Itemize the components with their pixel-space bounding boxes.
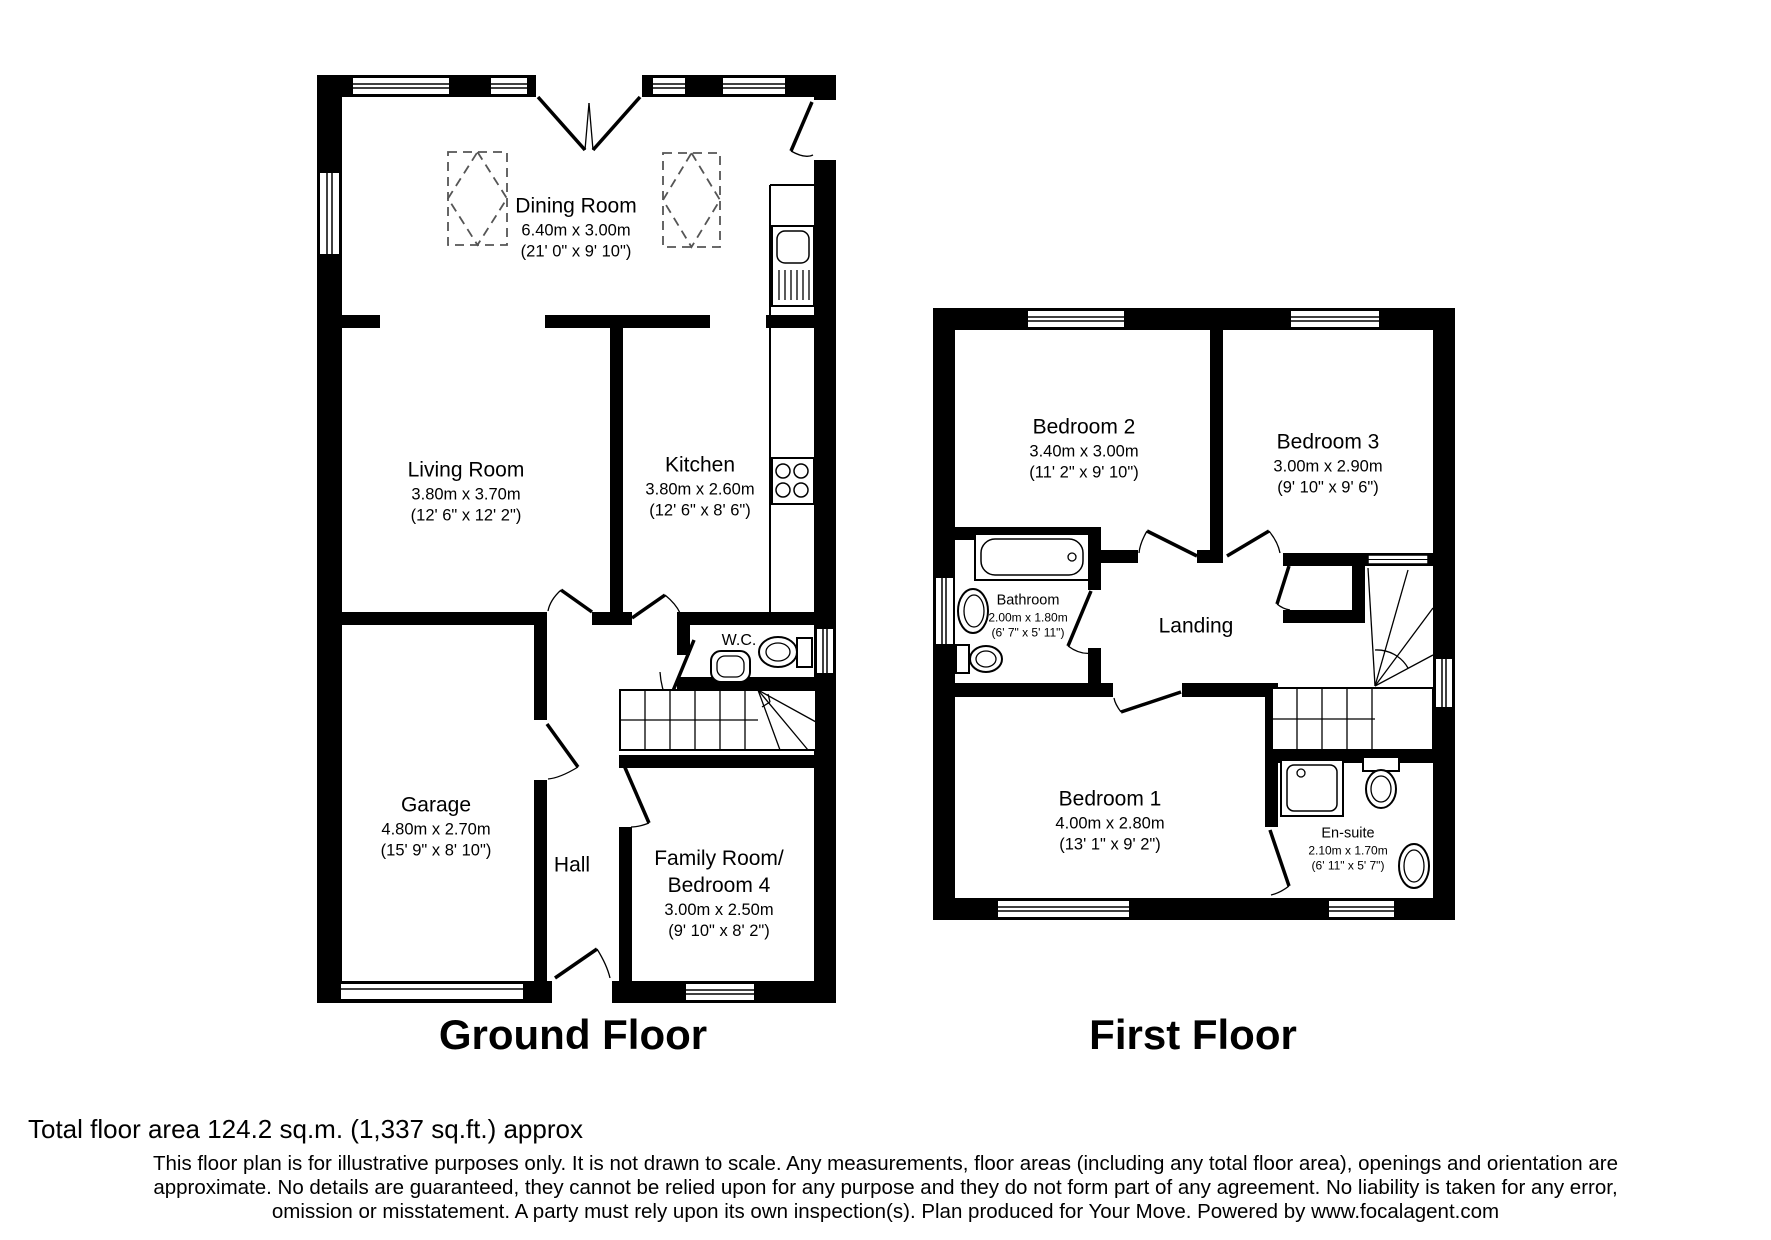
roof-lantern-icon <box>448 152 507 245</box>
room-imperial: (12' 6" x 8' 6") <box>649 501 751 520</box>
room-imperial: (21' 0" x 9' 10") <box>520 242 632 261</box>
window <box>319 172 340 255</box>
sink-icon <box>711 651 750 682</box>
room-imperial: (15' 9" x 8' 10") <box>380 841 492 860</box>
disclaimer-line: omission or misstatement. A party must rely upon its own inspection(s). Plan produced for Your Move. Powered by www.focalagent.com <box>271 1200 1500 1223</box>
window <box>997 900 1130 918</box>
door <box>548 590 592 612</box>
window <box>722 77 786 95</box>
window <box>1328 900 1395 918</box>
roof-lantern-icon <box>663 153 720 247</box>
garage-label <box>381 792 492 861</box>
shower-icon <box>1281 760 1343 816</box>
door <box>1068 591 1092 653</box>
room-name: Landing <box>1158 614 1234 638</box>
room-metric: 4.00m x 2.80m <box>1055 814 1165 833</box>
room-metric: 2.10m x 1.70m <box>1308 842 1388 857</box>
room-metric: 3.80m x 2.60m <box>645 480 755 499</box>
sink-icon <box>958 589 988 633</box>
kitchen-counter <box>770 185 814 612</box>
landing-label <box>1159 614 1234 641</box>
hall-label <box>554 853 590 880</box>
door <box>1277 566 1290 610</box>
total-floor-area: Total floor area 124.2 sq.m. (1,337 sq.ft.) approx <box>28 1114 583 1144</box>
front-door <box>552 949 612 1003</box>
garage-door <box>340 983 524 1000</box>
bedroom-2-label <box>1029 414 1138 483</box>
room-name: Dining Room <box>515 194 637 218</box>
kitchen-sink-icon <box>772 226 814 306</box>
room-name: En-suite <box>1321 825 1375 842</box>
door <box>791 100 836 160</box>
dining-room-label <box>515 193 636 262</box>
door <box>623 763 649 827</box>
window <box>1027 310 1125 328</box>
window <box>1290 310 1380 328</box>
window <box>935 577 954 645</box>
bath-icon <box>975 534 1089 580</box>
door <box>1114 692 1181 712</box>
room-name: Bathroom <box>996 592 1060 609</box>
kitchen-label <box>645 452 754 521</box>
room-name: Bedroom 1 <box>1058 787 1162 811</box>
room-imperial: (11' 2" x 9' 10") <box>1029 463 1139 482</box>
room-imperial: (6' 11" x 5' 7") <box>1311 858 1385 873</box>
room-name: Kitchen <box>664 453 736 477</box>
ground-floor-title: Ground Floor <box>438 1011 708 1058</box>
living-room-label <box>408 457 525 526</box>
bedroom-3-label <box>1273 429 1382 498</box>
window <box>490 77 528 95</box>
window <box>1435 658 1453 708</box>
bedroom-1-label <box>1055 786 1164 855</box>
door <box>547 724 578 779</box>
room-imperial: (12' 6" x 12' 2") <box>410 506 522 525</box>
room-name: Bedroom 4 <box>667 873 771 897</box>
door <box>1139 531 1197 556</box>
window <box>352 77 450 95</box>
window <box>816 628 834 674</box>
room-name: Bedroom 3 <box>1276 430 1380 454</box>
door <box>632 595 680 618</box>
family-room-label <box>654 846 784 942</box>
bathroom-label <box>988 591 1067 640</box>
disclaimer-line: This floor plan is for illustrative purposes only. It is not drawn to scale. Any measurements, floor areas (including any total floor area), openings and orientation are <box>153 1152 1618 1175</box>
room-name: Garage <box>400 793 472 817</box>
window <box>685 983 755 1001</box>
en-suite-label <box>1308 824 1387 873</box>
room-metric: 3.80m x 3.70m <box>411 485 521 504</box>
room-metric: 3.00m x 2.50m <box>664 900 774 919</box>
room-imperial: (13' 1" x 9' 2") <box>1059 835 1161 854</box>
room-name: Hall <box>553 853 591 877</box>
room-metric: 6.40m x 3.00m <box>521 221 631 240</box>
room-metric: 4.80m x 2.70m <box>381 820 491 839</box>
room-imperial: (9' 10" x 8' 2") <box>668 921 770 940</box>
toilet-icon <box>1363 757 1399 808</box>
room-name: Living Room <box>407 458 525 482</box>
door <box>1270 830 1289 895</box>
first-floor-title: First Floor <box>1089 1011 1297 1058</box>
door <box>1227 531 1280 556</box>
room-metric: 3.40m x 3.00m <box>1029 442 1139 461</box>
disclaimer <box>0 1152 1771 1224</box>
toilet-icon <box>956 645 1002 673</box>
room-imperial: (6' 7" x 5' 11") <box>991 625 1065 640</box>
room-metric: 2.00m x 1.80m <box>988 609 1068 624</box>
room-name: Bedroom 2 <box>1032 415 1136 439</box>
room-metric: 3.00m x 2.90m <box>1273 457 1383 476</box>
room-imperial: (9' 10" x 9' 6") <box>1277 478 1379 497</box>
stair-shelf <box>1368 555 1428 564</box>
window <box>652 77 686 95</box>
ground-stairs <box>620 690 816 750</box>
room-name: Family Room/ <box>654 847 784 871</box>
toilet-icon <box>759 637 812 667</box>
french-doors <box>536 75 642 150</box>
room-name: W.C. <box>721 631 757 649</box>
wc-label <box>722 631 757 651</box>
sink-icon <box>1399 844 1429 888</box>
disclaimer-line: approximate. No details are guaranteed, they cannot be relied upon for any purpose and they do not form part of any agreement. No liability is taken for any error, <box>153 1176 1618 1199</box>
hob-icon <box>772 458 814 504</box>
